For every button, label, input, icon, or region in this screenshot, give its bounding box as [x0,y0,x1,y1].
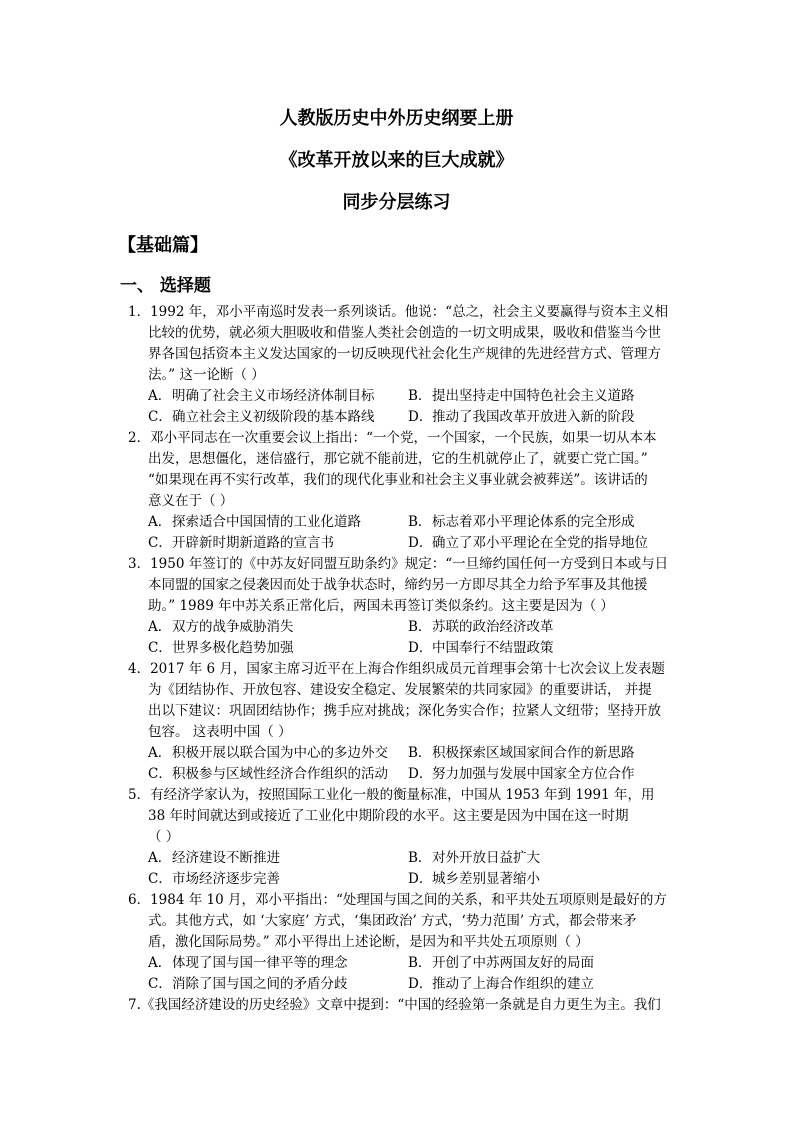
section-heading: 【基础篇】 [118,235,208,256]
option-b: B．标志着邓小平理论体系的完全形成 [408,514,635,530]
option-c: C．积极参与区域性经济合作组织的活动 [148,766,388,782]
option-d: D．城乡差别显著缩小 [408,871,540,887]
document-title-line-1: 人教版历史中外历史纲要上册 [279,108,514,129]
option-c: C．消除了国与国之间的矛盾分歧 [148,976,348,992]
question-text-line: 2．邓小平同志在一次重要会议上指出：“一个党，一个国家，一个民族，如果一切从本本 [128,430,657,446]
option-a: A．经济建设不断推进 [148,850,280,866]
option-d: D．推动了上海合作组织的建立 [408,976,594,992]
question-text-line: 意义在于（ ） [148,493,234,509]
question-1-options [148,386,678,428]
question-text-line: 6．1984 年 10 月，邓小平指出：“处理国与国之间的关系，和平共处五项原则是最好的方 [128,892,667,908]
question-text-line: 3．1950 年签订的《中苏友好同盟互助条约》规定：“一旦缔约国任何一方受到日本或与日 [128,556,669,572]
option-b: B．提出坚持走中国特色社会主义道路 [408,388,635,404]
option-a: A．明确了社会主义市场经济体制目标 [148,388,375,404]
question-text-line: 界各国包括资本主义发达国家的一切反映现代社会化生产规律的先进经营方式、管理方 [148,346,661,362]
question-text-line: 7.《我国经济建设的历史经验》文章中提到：“中国的经验第一条就是自力更生为主。我们 [128,997,661,1013]
question-7 [128,995,676,1016]
question-4-options [148,743,678,785]
option-d: D．中国奉行不结盟政策 [408,640,554,656]
document-title-line-2: 《改革开放以来的巨大成就》 [279,150,514,171]
question-2-options [148,512,678,554]
question-text-line: 出发，思想僵化，迷信盛行，那它就不能前进，它的生机就停止了，就要亡党亡国。” [148,451,648,467]
question-text-line: 助。” 1989 年中苏关系正常化后，两国未再签订类似条约。这主要是因为（ ） [148,598,614,614]
question-text-line: （ ） [148,829,180,845]
question-text-line: 4．2017 年 6 月，国家主席习近平在上海合作组织成员元首理事会第十七次会议上发表题 [128,661,665,677]
option-a: A．双方的战争威胁消失 [148,619,294,635]
option-b: B．积极探索区域国家间合作的新思路 [408,745,635,761]
question-text-line: 为《团结协作、开放包容、建设安全稳定、发展繁荣的共同家园》的重要讲话， 并提 [148,682,652,698]
option-d: D．推动了我国改革开放进入新的阶段 [408,409,635,425]
question-3-options [148,617,678,659]
question-6 [128,890,676,953]
option-c: C．世界多极化趋势加强 [148,640,294,656]
option-c: C．确立社会主义初级阶段的基本路线 [148,409,375,425]
document-title-line-3: 同步分层练习 [342,192,451,213]
option-d: D．确立了邓小平理论在全党的指导地位 [408,535,648,551]
question-6-options [148,953,678,995]
question-text-line: 5．有经济学家认为，按照国际工业化一般的衡量标准，中国从 1953 年到 1991 年，用 [128,787,655,803]
question-text-line: 盾，激化国际局势。” 邓小平得出上述论断，是因为和平共处五项原则（ ） [148,934,589,950]
question-text-line: 1．1992 年，邓小平南巡时发表一系列谈话。他说：“总之，社会主义要赢得与资本主义相 [128,304,669,320]
option-b: B．苏联的政治经济改革 [408,619,554,635]
subsection-heading: 一、 选择题 [120,276,211,296]
question-text-line: 本同盟的国家之侵袭因而处于战争状态时，缔约另一方即尽其全力给予军事及其他援 [148,577,648,593]
question-text-line: 比较的优势，就必须大胆吸收和借鉴人类社会创造的一切文明成果，吸收和借鉴当今世 [148,325,661,341]
option-c: C．市场经济逐步完善 [148,871,280,887]
question-text-line: 出以下建议：巩固团结协作；携手应对挑战；深化务实合作；拉紧人文纽带；坚持开放 [148,703,661,719]
option-d: D．努力加强与发展中国家全方位合作 [408,766,635,782]
question-1 [128,302,676,386]
question-text-line: 38 年时间就达到或接近了工业化中期阶段的水平。这主要是因为中国在这一时期 [148,808,629,824]
question-text-line: 包容。 这表明中国（ ） [148,724,292,740]
question-text-line: 式。其他方式，如 ‘大家庭’ 方式，‘集团政治’ 方式，‘势力范围’ 方式，都会带来矛 [148,913,637,929]
option-a: A．积极开展以联合国为中心的多边外交 [148,745,388,761]
question-4 [128,659,676,743]
question-5 [128,785,676,848]
option-b: B．开创了中苏两国友好的局面 [408,955,594,971]
question-text-line: “如果现在再不实行改革，我们的现代化事业和社会主义事业就会被葬送”。该讲话的 [148,472,648,488]
question-2 [128,428,676,512]
option-c: C．开辟新时期新道路的宣言书 [148,535,334,551]
question-text-line: 法。” 这一论断（ ） [148,367,265,383]
question-5-options [148,848,678,890]
option-b: B．对外开放日益扩大 [408,850,540,866]
question-3 [128,554,676,617]
option-a: A．体现了国与国一律平等的理念 [148,955,348,971]
option-a: A．探索适合中国国情的工业化道路 [148,514,361,530]
